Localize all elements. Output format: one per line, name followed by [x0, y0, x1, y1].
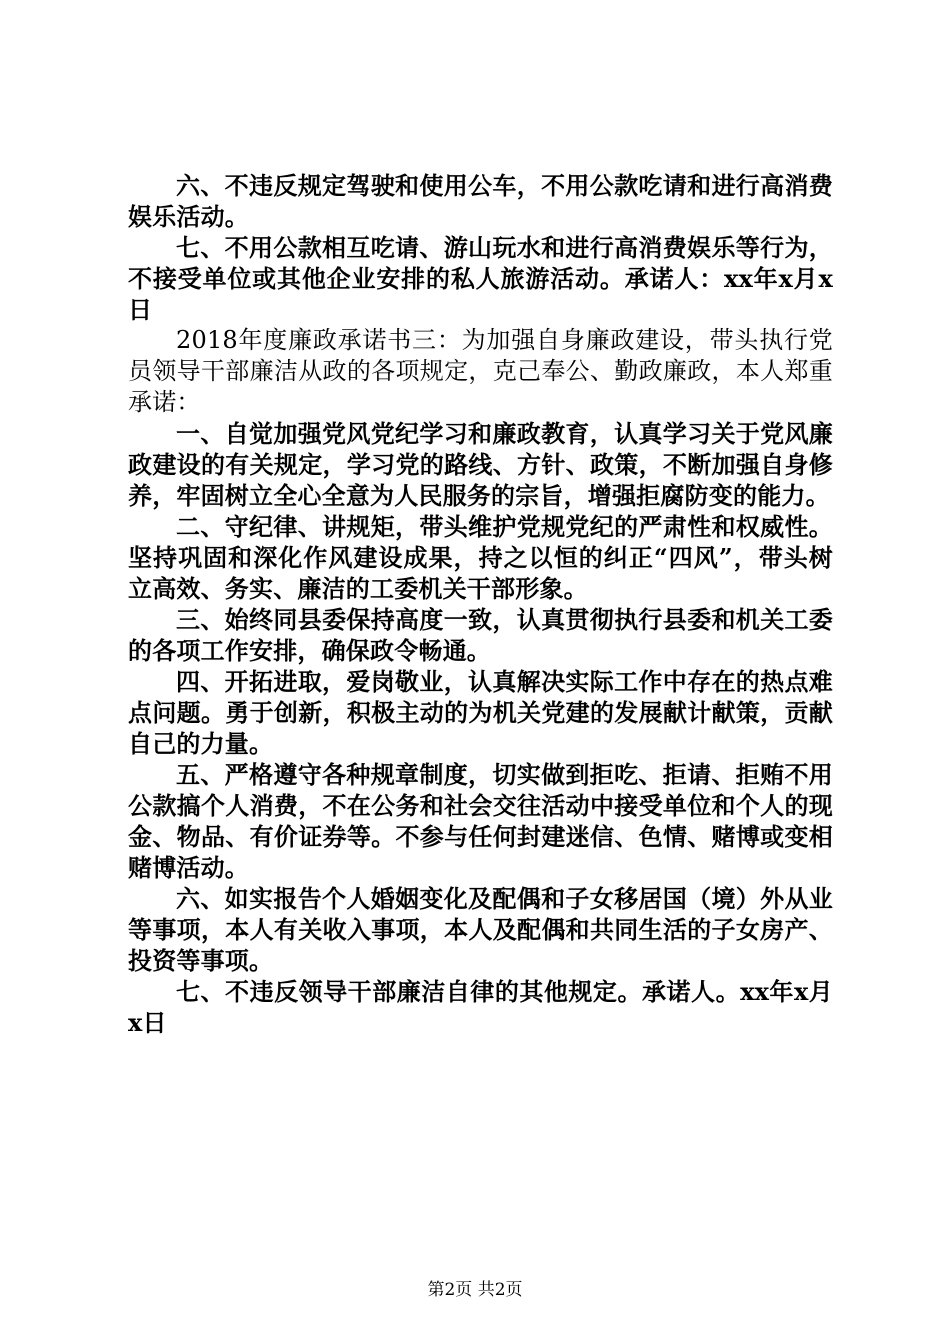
- paragraph-item-1: 一、自觉加强党风党纪学习和廉政教育，认真学习关于党风廉政建设的有关规定，学习党的路线、方针、政策，不断加强自身修养，牢固树立全心全意为人民服务的宗旨，增强拒腐防变的能力。: [128, 419, 833, 510]
- paragraph-item-4: 四、开拓进取，爱岗敬业，认真解决实际工作中存在的热点难点问题。勇于创新，积极主动的为机关党建的发展献计献策，贡献自己的力量。: [128, 667, 833, 758]
- paragraph-item-3: 三、始终同县委保持高度一致，认真贯彻执行县委和机关工委的各项工作安排，确保政令畅通。: [128, 605, 833, 665]
- paragraph-rule-7-travel: 七、不用公款相互吃请、游山玩水和进行高消费娱乐等行为，不接受单位或其他企业安排的私人旅游活动。承诺人：xx年x月x日: [128, 233, 833, 324]
- page-number-footer: 第2页 共2页: [427, 1280, 523, 1300]
- document-body: [128, 170, 833, 1038]
- paragraph-item-6: 六、如实报告个人婚姻变化及配偶和子女移居国（境）外从业等事项，本人有关收入事项，本人及配偶和共同生活的子女房产、投资等事项。: [128, 884, 833, 975]
- paragraph-item-5: 五、严格遵守各种规章制度，切实做到拒吃、拒请、拒贿不用公款搞个人消费，不在公务和社会交往活动中接受单位和个人的现金、物品、有价证券等。不参与任何封建迷信、色情、赌博或变相赌博活动。: [128, 760, 833, 882]
- paragraph-item-2: 二、守纪律、讲规矩，带头维护党规党纪的严肃性和权威性。坚持巩固和深化作风建设成果，持之以恒的纠正“四风”，带头树立高效、务实、廉洁的工委机关干部形象。: [128, 512, 833, 603]
- paragraph-pledge-intro: 2018年度廉政承诺书三：为加强自身廉政建设，带头执行党员领导干部廉洁从政的各项规定，克己奉公、勤政廉政，本人郑重承诺：: [128, 326, 833, 416]
- paragraph-rule-6-car: 六、不违反规定驾驶和使用公车，不用公款吃请和进行高消费娱乐活动。: [128, 171, 833, 231]
- paragraph-item-7: 七、不违反领导干部廉洁自律的其他规定。承诺人。xx年x月x日: [128, 977, 833, 1037]
